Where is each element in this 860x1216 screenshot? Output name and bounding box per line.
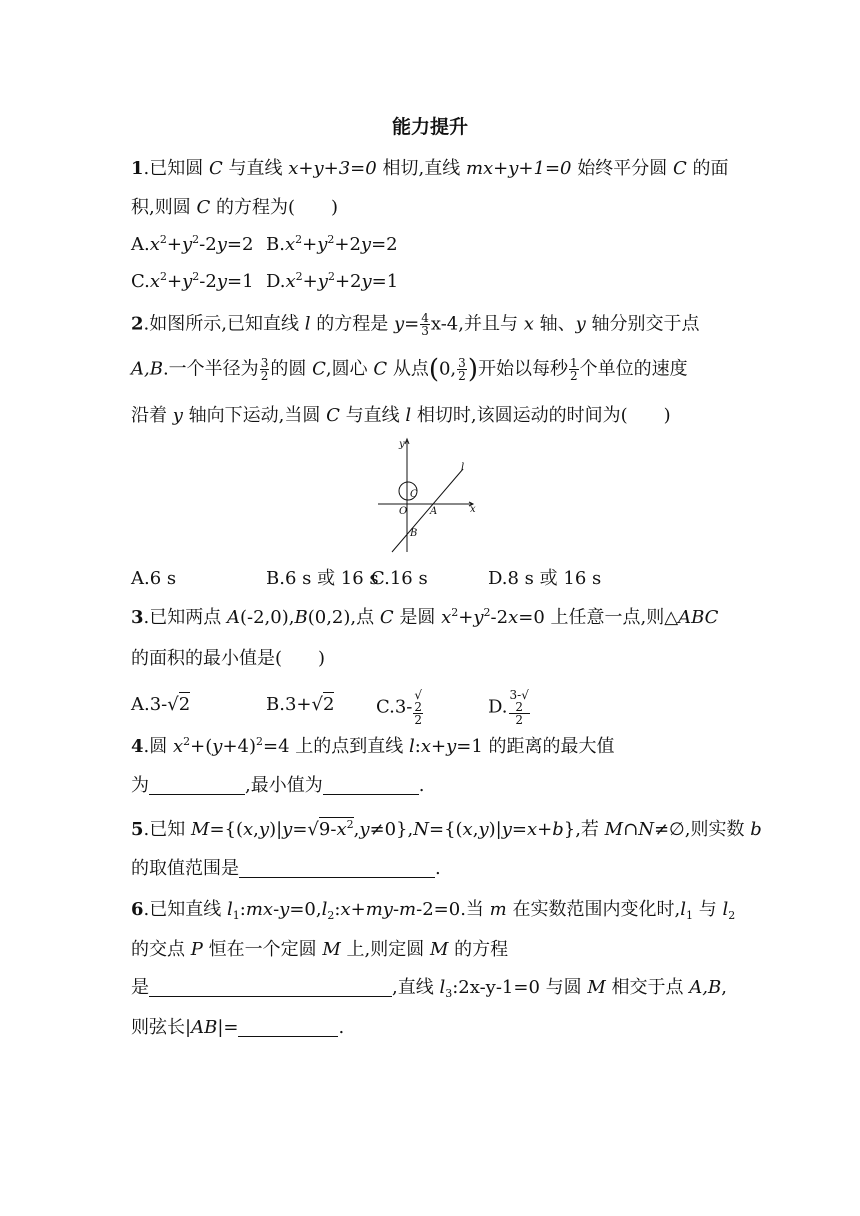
q2-line-3: 沿着 y 轴向下运动,当圆 C 与直线 l 相切时,该圆运动的时间为( ) bbox=[131, 405, 671, 426]
q1-line-1: 1.已知圆 C 与直线 x+y+3=0 相切,直线 mx+y+1=0 始终平分圆 C 的面 bbox=[131, 158, 729, 179]
q1-option-c: $C.x^2+y^2-2y=1$ bbox=[131, 270, 254, 292]
q2-number: 2 bbox=[131, 313, 144, 335]
q6-line-3: 是 ,直线 $l_3:2x-y-1=0$ 与圆 M 相交于点 A,B, bbox=[131, 977, 727, 1000]
frac-4-3: $\frac{4}{3}$ bbox=[421, 311, 429, 338]
q1-option-d: $D.x^2+y^2+2y=1$ bbox=[266, 270, 399, 292]
q3-line-1: 3.已知两点 A(-2,0),B(0,2),点 C 是圆 $x^2+y^2-2x=0$ 上任意一点,则△ABC bbox=[131, 606, 719, 628]
label-b: B bbox=[410, 528, 418, 539]
q2-line-1: 2.如图所示,已知直线 l 的方程是 y= $\frac{4}{3}$ x-4,并且与 x 轴、y 轴分别交于点 bbox=[131, 311, 700, 338]
label-y: y bbox=[399, 439, 405, 450]
q6-line-2: 的交点 P 恒在一个定圆 M 上,则定圆 M 的方程 bbox=[131, 939, 509, 960]
q2-option-b: B.6 s 或 16 s bbox=[266, 568, 379, 589]
q3-option-d: D. 3-√ 2 2 bbox=[488, 688, 529, 727]
q6-line-4: 则弦长|AB|= . bbox=[131, 1017, 345, 1038]
page-title: 能力提升 bbox=[391, 116, 468, 138]
q6-number: 6 bbox=[131, 899, 144, 920]
q1-number: 1 bbox=[131, 158, 144, 179]
frac-1-2: $\frac{1}{2}$ bbox=[569, 356, 578, 383]
q6-blank-chord[interactable] bbox=[238, 1018, 338, 1037]
q2-figure bbox=[370, 435, 490, 555]
q2-option-c: C.16 s bbox=[371, 568, 428, 589]
q3-line-2: 的面积的最小值是( ) bbox=[131, 648, 326, 669]
frac-3-2: $\frac{3}{2}$ bbox=[260, 356, 269, 383]
label-x: x bbox=[470, 504, 476, 515]
q5-number: 5 bbox=[131, 819, 144, 840]
q1-option-b: $B.x^2+y^2+2y=2$ bbox=[266, 233, 398, 255]
q5-line-1: 5.已知 $M=\{(x,y)|y=√9-x^2,y\ne 0\},N=\{(x,y)|y=x+b\}$,若 M∩N≠∅,则实数 b bbox=[131, 818, 762, 840]
label-o: O bbox=[399, 506, 408, 517]
q5-line-2: 的取值范围是 . bbox=[131, 858, 441, 879]
q5-blank[interactable] bbox=[239, 859, 435, 878]
q2-option-a: A.6 s bbox=[131, 568, 177, 589]
q4-number: 4 bbox=[131, 736, 144, 757]
q6-blank-equation[interactable] bbox=[149, 978, 392, 997]
q2-line-2: A,B.一个半径为 $\frac{3}{2}$ 的圆 C,圆心 C 从点(0, $\frac{3}{2}$ )开始以每秒 $\frac{1}{2}$ 个单位的速度 bbox=[131, 354, 688, 385]
label-c: C bbox=[410, 489, 418, 500]
q4-blank-min[interactable] bbox=[323, 776, 419, 795]
q4-line-2: 为 ,最小值为 . bbox=[131, 775, 425, 796]
q3-number: 3 bbox=[131, 607, 144, 628]
q1-option-a: $A.x^2+y^2-2y=2$ bbox=[131, 233, 254, 255]
q4-blank-max[interactable] bbox=[149, 776, 245, 795]
q3-option-a: A.3-√2 bbox=[131, 694, 191, 715]
q3-option-b: B.3+√2 bbox=[266, 694, 335, 715]
q4-line-1: 4.圆 $x^2+(y+4)^2=4$ 上的点到直线 l:x+y=1 的距离的最大值 bbox=[131, 735, 615, 757]
q3-option-c: C.3- √ 2 2 bbox=[376, 688, 423, 727]
label-l: l bbox=[461, 462, 465, 473]
q6-line-1: 6.已知直线 $l_1:mx-y=0,l_2:x+my-m-2=0$.当 m 在实数范围内变化时$,l_1$ 与 $l_2$ bbox=[131, 899, 736, 922]
label-a: A bbox=[430, 506, 438, 517]
q1-line-2: 积,则圆 C 的方程为( ) bbox=[131, 197, 339, 218]
q2-option-d: D.8 s 或 16 s bbox=[488, 568, 602, 589]
